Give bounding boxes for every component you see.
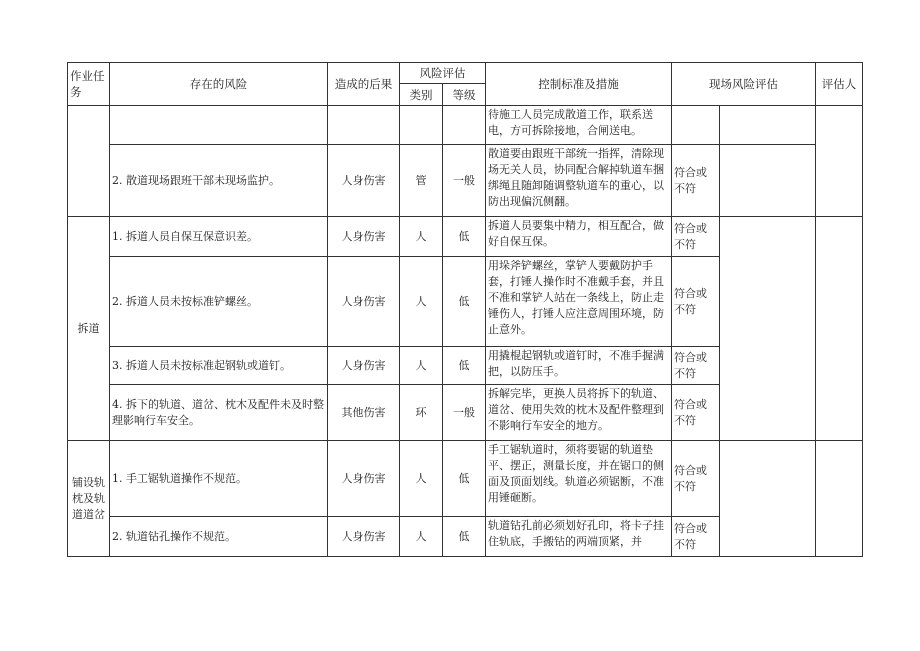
level-cell: 一般 xyxy=(443,145,486,217)
measures-cell: 手工锯轨道时，须将要锯的轨道垫平、摆正，测量长度，并在锯口的侧面及顶面划线。轨道必须锯断，不准用锤砸断。 xyxy=(486,441,672,517)
measures-cell: 散道要由跟班干部统一指挥，清除现场无关人员，协同配合解掉轨道车捆绑绳且随卸随调整轨道车的重心，以防出现偏沉侧翻。 xyxy=(486,145,672,217)
risk-cell xyxy=(110,106,328,145)
consequence-cell: 人身伤害 xyxy=(328,217,400,257)
consequence-cell: 人身伤害 xyxy=(328,145,400,217)
site-assessment-cell: 符合或不符 xyxy=(672,257,720,347)
consequence-cell xyxy=(328,106,400,145)
risk-cell: 2. 散道现场跟班干部未现场监护。 xyxy=(110,145,328,217)
assessor-cell xyxy=(816,217,863,441)
risk-assessment-table xyxy=(67,62,863,557)
risk-cell: 4. 拆下的轨道、道岔、枕木及配件未及时整理影响行车安全。 xyxy=(110,385,328,441)
assessor-cell xyxy=(816,441,863,557)
level-cell xyxy=(443,106,486,145)
risk-cell: 3. 拆道人员未按标准起钢轨或道钉。 xyxy=(110,347,328,385)
assessor-cell xyxy=(816,106,863,217)
header-category: 类别 xyxy=(400,84,443,106)
measures-cell: 拆道人员要集中精力，相互配合，做好自保互保。 xyxy=(486,217,672,257)
level-cell: 低 xyxy=(443,347,486,385)
category-cell: 人 xyxy=(400,517,443,557)
header-site-assessment: 现场风险评估 xyxy=(672,63,816,106)
task-cell: 铺设轨枕及轨道道岔 xyxy=(68,441,110,557)
measures-cell: 轨道钻孔前必须划好孔印，将卡子挂住轨底，手搬钻的两端顶紧，并 xyxy=(486,517,672,557)
category-cell: 人 xyxy=(400,217,443,257)
table-row xyxy=(68,145,863,217)
risk-cell: 1. 手工锯轨道操作不规范。 xyxy=(110,441,328,517)
header-measures: 控制标准及措施 xyxy=(486,63,672,106)
site-assessment-blank xyxy=(720,145,816,217)
measures-cell: 待施工人员完成散道工作，联系送电，方可拆除接地，合闸送电。 xyxy=(486,106,672,145)
level-cell: 低 xyxy=(443,517,486,557)
risk-cell: 2. 拆道人员未按标准铲螺丝。 xyxy=(110,257,328,347)
site-assessment-blank xyxy=(720,106,816,145)
site-assessment-cell: 符合或不符 xyxy=(672,441,720,517)
site-assessment-cell: 符合或不符 xyxy=(672,347,720,385)
table-row xyxy=(68,106,863,145)
header-task: 作业任务 xyxy=(68,63,110,106)
task-cell xyxy=(68,106,110,217)
risk-cell: 1. 拆道人员自保互保意识差。 xyxy=(110,217,328,257)
header-assessor: 评估人 xyxy=(816,63,863,106)
level-cell: 一般 xyxy=(443,385,486,441)
consequence-cell: 人身伤害 xyxy=(328,257,400,347)
category-cell: 管 xyxy=(400,145,443,217)
consequence-cell: 人身伤害 xyxy=(328,347,400,385)
consequence-cell: 人身伤害 xyxy=(328,517,400,557)
site-assessment-cell xyxy=(672,106,720,145)
site-assessment-blank xyxy=(720,441,816,557)
category-cell: 环 xyxy=(400,385,443,441)
site-assessment-cell: 符合或不符 xyxy=(672,385,720,441)
measures-cell: 拆解完毕，更换人员将拆下的轨道、道岔、使用失效的枕木及配件整理到不影响行车安全的地方。 xyxy=(486,385,672,441)
site-assessment-cell: 符合或不符 xyxy=(672,517,720,557)
header-assessment: 风险评估 xyxy=(400,63,486,84)
level-cell: 低 xyxy=(443,217,486,257)
site-assessment-blank xyxy=(720,217,816,441)
header-level: 等级 xyxy=(443,84,486,106)
table-row xyxy=(68,441,863,517)
measures-cell: 用撬棍起钢轨或道钉时，不准手握满把，以防压手。 xyxy=(486,347,672,385)
category-cell: 人 xyxy=(400,441,443,517)
consequence-cell: 人身伤害 xyxy=(328,441,400,517)
site-assessment-cell: 符合或不符 xyxy=(672,145,720,217)
measures-cell: 用垛斧铲螺丝，掌铲人要戴防护手套，打锤人操作时不准戴手套，并且不准和掌铲人站在一条线上，防止走锤伤人，打锤人应注意周围环境，防止意外。 xyxy=(486,257,672,347)
category-cell xyxy=(400,106,443,145)
category-cell: 人 xyxy=(400,347,443,385)
consequence-cell: 其他伤害 xyxy=(328,385,400,441)
site-assessment-cell: 符合或不符 xyxy=(672,217,720,257)
level-cell: 低 xyxy=(443,441,486,517)
header-consequence: 造成的后果 xyxy=(328,63,400,106)
task-cell: 拆道 xyxy=(68,217,110,441)
category-cell: 人 xyxy=(400,257,443,347)
level-cell: 低 xyxy=(443,257,486,347)
header-risk: 存在的风险 xyxy=(110,63,328,106)
risk-cell: 2. 轨道钻孔操作不规范。 xyxy=(110,517,328,557)
table-row xyxy=(68,217,863,257)
